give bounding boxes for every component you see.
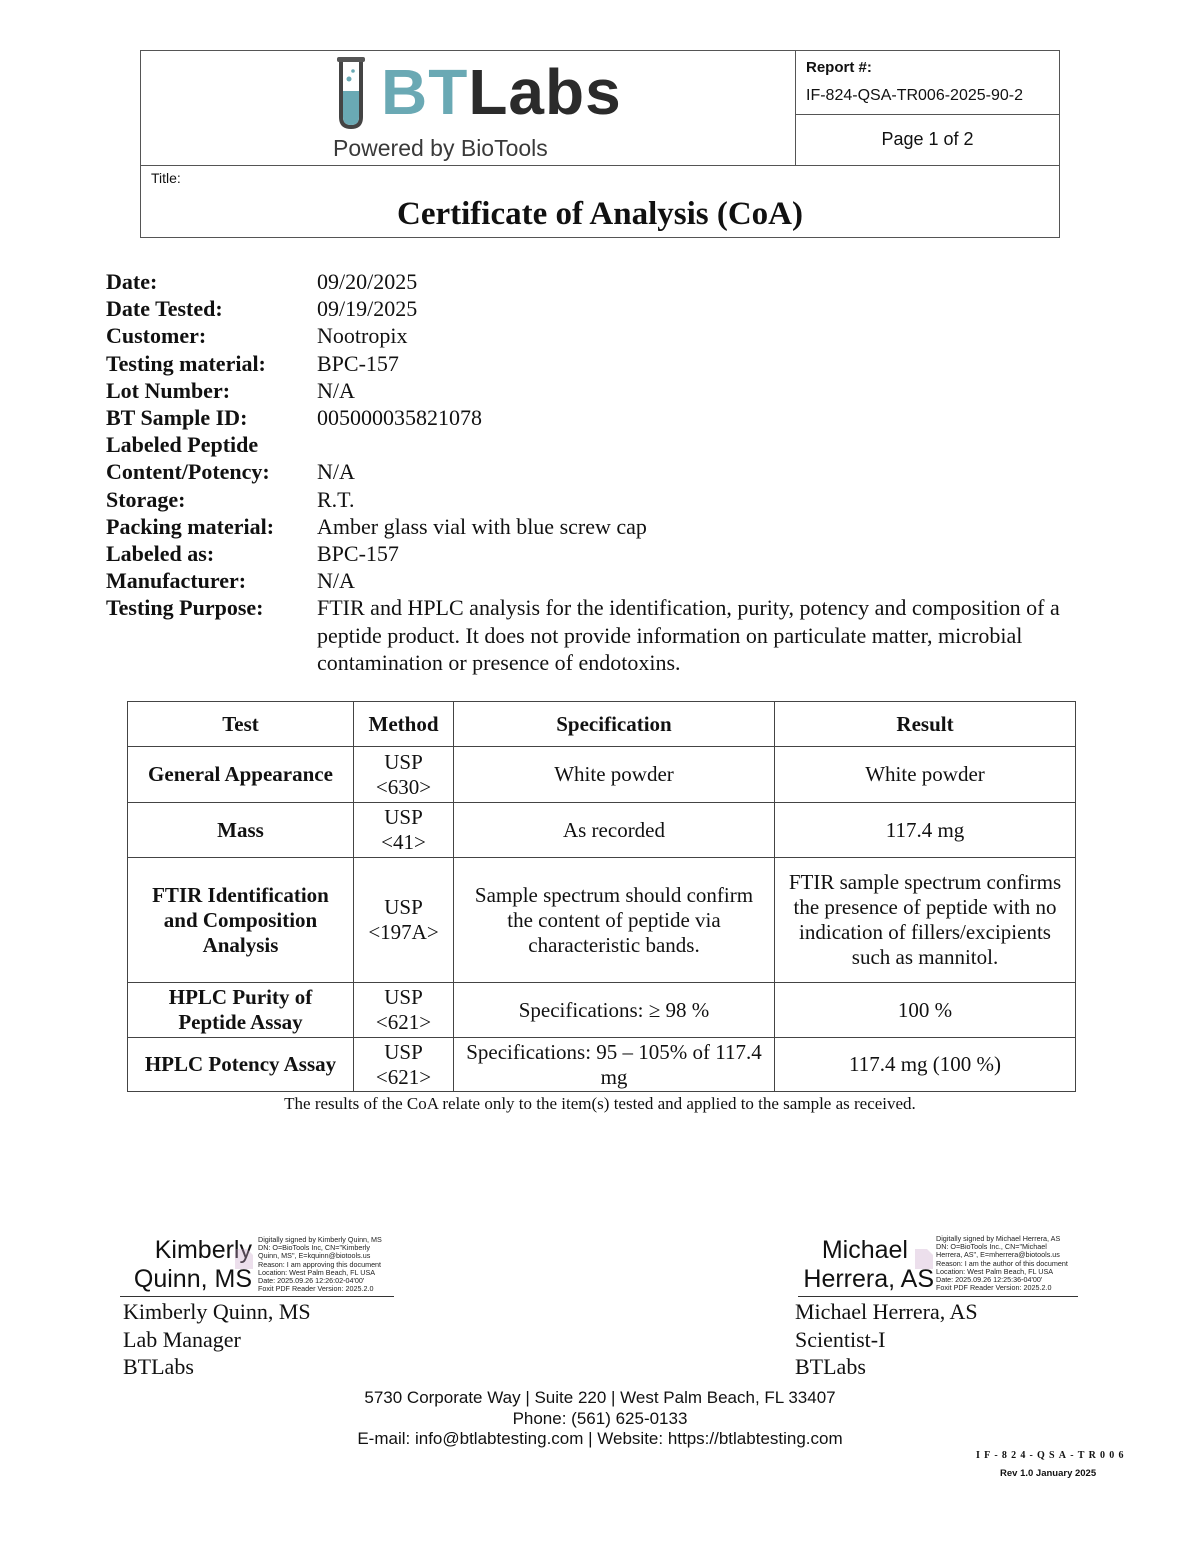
signature-name-line1: Michael	[821, 1236, 908, 1264]
result-cell: 100 %	[775, 983, 1076, 1038]
stamp-line: Location: West Palm Beach, FL USA	[936, 1266, 1054, 1276]
signature-line	[120, 1296, 394, 1297]
results-table	[127, 701, 1076, 1092]
info-row-date-tested	[106, 295, 1106, 322]
column-header-result: Result	[775, 702, 1076, 747]
report-number: IF-824-QSA-TR006-2025-90-2	[806, 87, 1023, 104]
info-value: BPC-157	[317, 350, 399, 376]
specification-cell: Specifications: 95 – 105% of 117.4 mg	[454, 1038, 775, 1092]
table-row	[128, 858, 1076, 983]
specification-cell: White powder	[454, 747, 775, 803]
specification-cell: As recorded	[454, 803, 775, 858]
info-value: N/A	[317, 459, 355, 485]
stamp-line: DN: O=BioTools Inc, CN="Kimberly	[258, 1243, 370, 1253]
stamp-line: Location: West Palm Beach, FL USA	[258, 1267, 376, 1277]
form-code: IF-824-QSA-TR006	[976, 1450, 1128, 1461]
info-label: Manufacturer:	[106, 568, 247, 594]
stamp-line: Reason: I am the author of this document	[936, 1258, 1068, 1268]
table-header-row	[128, 702, 1076, 747]
info-label: Labeled as:	[106, 541, 215, 567]
stamp-line: Quinn, MS", E=kquinn@biotools.us	[258, 1251, 371, 1261]
info-value: Amber glass vial with blue screw cap	[317, 513, 647, 539]
column-header-specification: Specification	[454, 702, 775, 747]
result-cell: FTIR sample spectrum confirms the presence of peptide with no indication of fillers/excipients such as mannitol.	[775, 858, 1076, 983]
test-cell: HPLC Purity of Peptide Assay	[128, 983, 354, 1038]
method-cell: USP <41>	[354, 803, 454, 858]
stamp-line: Date: 2025.09.26 12:26:02-04'00'	[258, 1276, 365, 1286]
footer-email-website: E-mail: info@btlabtesting.com | Website: https://btlabtesting.com	[357, 1429, 843, 1448]
table-row	[128, 803, 1076, 858]
disclaimer: The results of the CoA relate only to the item(s) tested and applied to the sample as received.	[284, 1094, 916, 1113]
info-label: Lot Number:	[106, 377, 231, 403]
form-revision: Rev 1.0 January 2025	[1000, 1468, 1097, 1479]
info-row-packing-material	[106, 513, 1106, 540]
test-cell: General Appearance	[128, 747, 354, 803]
signature-kimberly-quinn	[120, 1234, 400, 1298]
signer-role: Scientist-I	[795, 1326, 886, 1352]
column-header-method: Method	[354, 702, 454, 747]
info-label: Storage:	[106, 486, 186, 512]
info-row-labeled-as	[106, 540, 1106, 567]
signature-watermark-icon	[912, 1246, 936, 1272]
result-cell: White powder	[775, 747, 1076, 803]
logo-wordmark	[381, 55, 622, 129]
info-value: N/A	[317, 568, 355, 594]
info-row-testing-material	[106, 350, 1106, 377]
result-cell: 117.4 mg	[775, 803, 1076, 858]
info-row-lot-number	[106, 377, 1106, 404]
info-row-storage	[106, 486, 1106, 513]
header-box	[140, 50, 1060, 238]
specification-cell: Sample spectrum should confirm the content of peptide via characteristic bands.	[454, 858, 775, 983]
signer-org: BTLabs	[123, 1354, 194, 1379]
info-label: Date:	[106, 269, 158, 294]
digital-signature-stamp	[936, 1235, 1068, 1292]
report-cell	[795, 51, 1059, 165]
specification-cell: Specifications: ≥ 98 %	[454, 983, 775, 1038]
method-cell: USP <630>	[354, 747, 454, 803]
info-row-sample-id	[106, 404, 1106, 431]
info-value	[317, 431, 1106, 458]
info-label: Content/Potency:	[106, 459, 270, 485]
info-label: Customer:	[106, 323, 207, 349]
info-label: Date Tested:	[106, 296, 223, 322]
stamp-line: Herrera, AS", E=mherrera@biotools.us	[936, 1250, 1060, 1260]
sample-info	[106, 268, 1106, 676]
info-label: Testing material:	[106, 350, 266, 376]
stamp-line: Reason: I am approving this document	[258, 1259, 382, 1269]
info-value: 09/19/2025	[317, 296, 418, 322]
title-label: Title:	[151, 170, 181, 186]
stamp-line: Foxit PDF Reader Version: 2025.2.0	[258, 1284, 374, 1294]
footer-phone: Phone: (561) 625-0133	[512, 1408, 688, 1428]
signer-kimberly-quinn	[123, 1298, 311, 1381]
table-row	[128, 983, 1076, 1038]
test-cell: FTIR Identification and Composition Analysis	[128, 858, 354, 983]
info-label: Labeled Peptide	[106, 432, 259, 458]
info-value: 005000035821078	[317, 405, 482, 431]
column-header-test: Test	[128, 702, 354, 747]
signer-name: Michael Herrera, AS	[795, 1299, 978, 1324]
info-value: N/A	[317, 377, 355, 403]
signature-watermark-icon	[232, 1246, 256, 1272]
signature-name-line1: Kimberly	[154, 1236, 252, 1264]
signature-name-line2: Quinn, MS	[133, 1265, 252, 1293]
logo-brand-suffix: Labs	[468, 56, 622, 128]
footer-contact	[0, 1388, 1200, 1450]
method-cell: USP <197A>	[354, 858, 454, 983]
info-label: Packing material:	[106, 513, 275, 539]
info-label: Testing Purpose:	[106, 595, 264, 621]
info-label: BT Sample ID:	[106, 405, 248, 431]
signature-name-line2: Herrera, AS	[803, 1265, 934, 1293]
table-row	[128, 1038, 1076, 1092]
info-value: FTIR and HPLC analysis for the identification, purity, potency and composition of a peptide product. It does not provide information on particulate matter, microbial contamination or presence of endotoxins.	[317, 595, 1060, 675]
info-row-customer	[106, 322, 1106, 349]
logo-tagline: Powered by BioTools	[333, 135, 548, 161]
info-row-date	[106, 268, 1106, 295]
test-tube-icon	[331, 55, 371, 131]
info-value: 09/20/2025	[317, 269, 418, 294]
info-row-testing-purpose	[106, 594, 1106, 676]
document-title: Certificate of Analysis (CoA)	[397, 196, 803, 232]
stamp-line: DN: O=BioTools Inc., CN="Michael	[936, 1242, 1047, 1252]
info-value: BPC-157	[317, 541, 399, 567]
info-row-labeled-peptide	[106, 431, 1106, 458]
stamp-line: Date: 2025.09.26 12:25:36-04'00'	[936, 1275, 1043, 1285]
signature-michael-herrera	[794, 1234, 1084, 1298]
method-cell: USP <621>	[354, 983, 454, 1038]
stamp-line: Foxit PDF Reader Version: 2025.2.0	[936, 1283, 1052, 1293]
method-cell: USP <621>	[354, 1038, 454, 1092]
logo-brand-prefix: BT	[381, 56, 469, 128]
signature-line	[798, 1296, 1078, 1297]
signer-michael-herrera	[795, 1298, 978, 1381]
test-cell: Mass	[128, 803, 354, 858]
report-label: Report #:	[806, 59, 872, 76]
info-value: R.T.	[317, 486, 355, 512]
signer-name: Kimberly Quinn, MS	[123, 1299, 311, 1324]
test-cell: HPLC Potency Assay	[128, 1038, 354, 1092]
title-row	[141, 165, 1059, 237]
info-row-content-potency	[106, 458, 1106, 485]
page-indicator: Page 1 of 2	[881, 129, 974, 149]
stamp-line: Digitally signed by Kimberly Quinn, MS	[258, 1235, 382, 1244]
digital-signature-stamp	[258, 1236, 382, 1293]
signer-org: BTLabs	[795, 1354, 866, 1379]
table-row	[128, 747, 1076, 803]
report-number-cell	[796, 51, 1059, 115]
info-row-manufacturer	[106, 567, 1106, 594]
info-value: Nootropix	[317, 323, 408, 349]
footer-address: 5730 Corporate Way | Suite 220 | West Palm Beach, FL 33407	[364, 1388, 836, 1407]
result-cell: 117.4 mg (100 %)	[775, 1038, 1076, 1092]
signer-role: Lab Manager	[123, 1326, 241, 1352]
stamp-line: Digitally signed by Michael Herrera, AS	[936, 1234, 1061, 1243]
logo	[141, 51, 795, 165]
